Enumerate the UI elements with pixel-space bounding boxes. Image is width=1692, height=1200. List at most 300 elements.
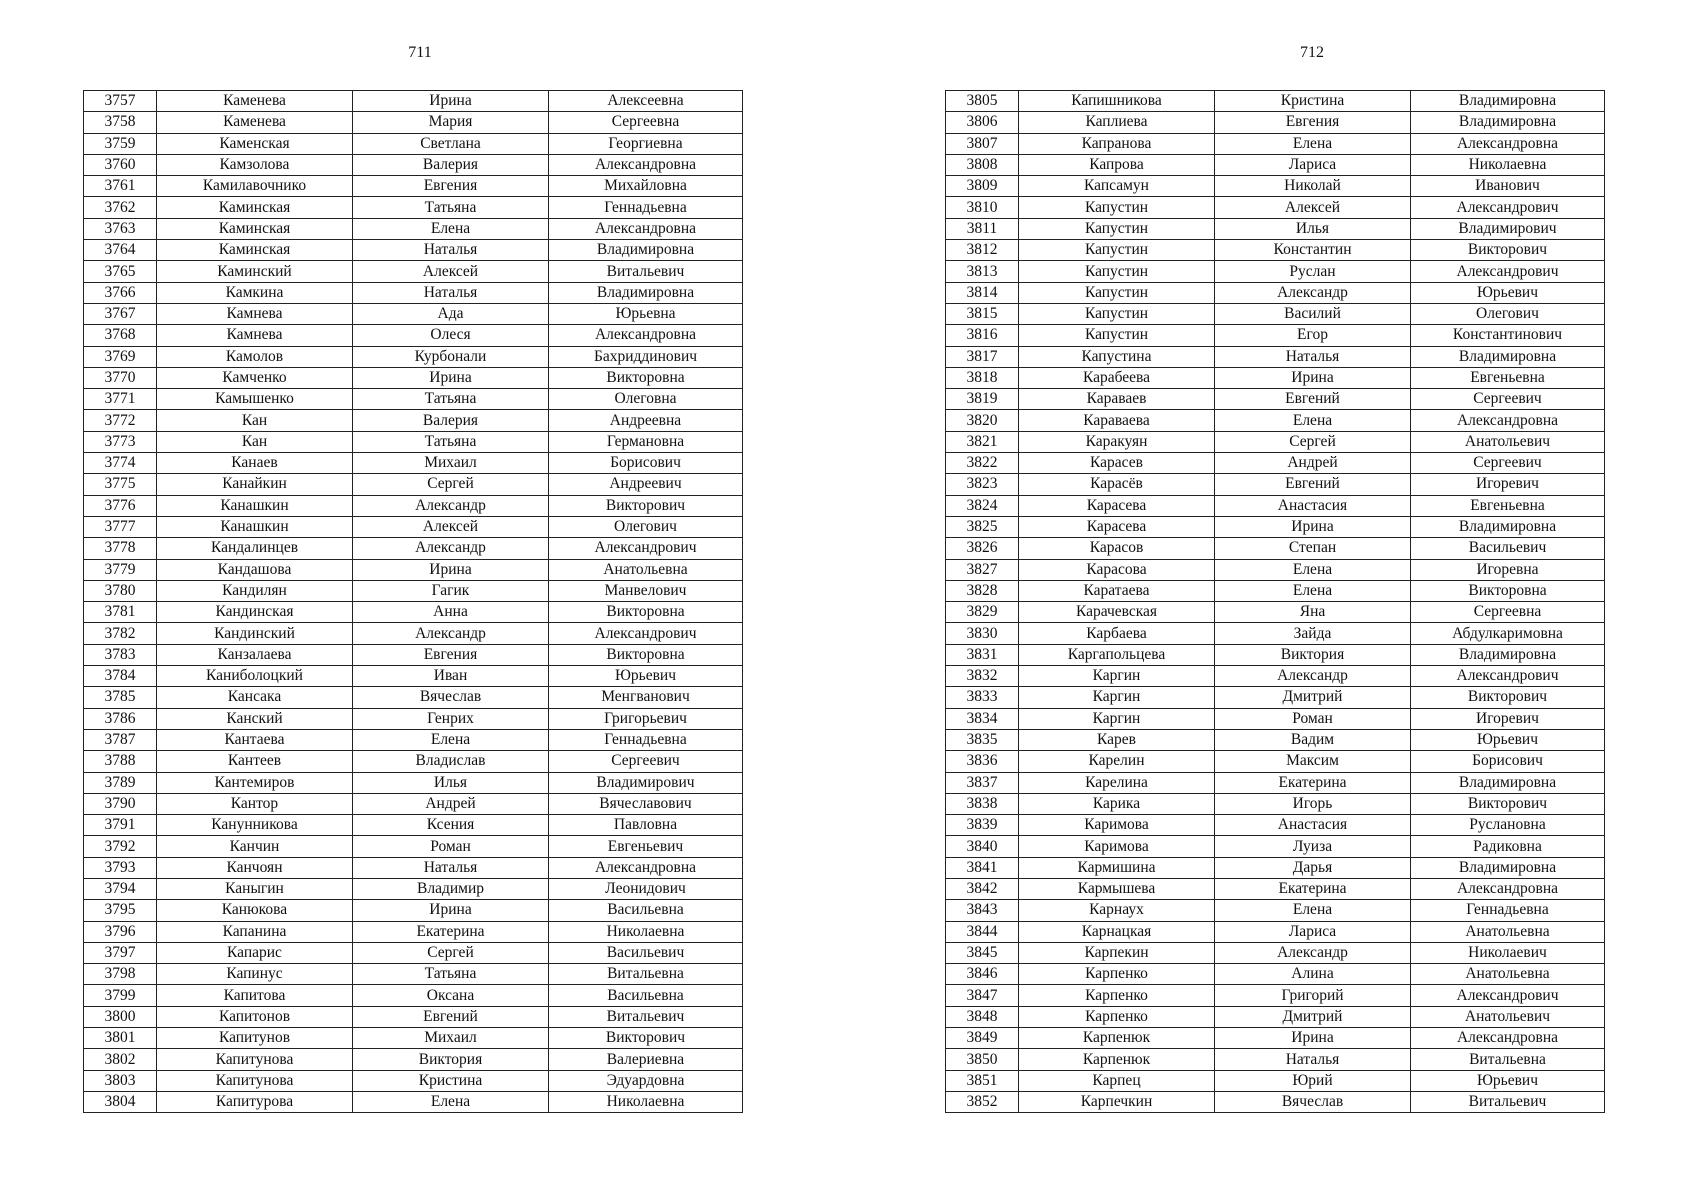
record-number-cell: 3786 xyxy=(84,708,157,729)
record-number-cell: 3848 xyxy=(946,1006,1019,1027)
first-name-cell: Дарья xyxy=(1215,857,1411,878)
patronymic-cell: Игоревич xyxy=(1411,474,1605,495)
first-name-cell: Ирина xyxy=(1215,516,1411,537)
table-row xyxy=(84,261,743,282)
record-number-cell: 3769 xyxy=(84,346,157,367)
surname-cell: Карев xyxy=(1019,729,1215,750)
first-name-cell: Елена xyxy=(1215,410,1411,431)
surname-cell: Карасов xyxy=(1019,538,1215,559)
first-name-cell: Григорий xyxy=(1215,985,1411,1006)
surname-cell: Кандилян xyxy=(157,580,353,601)
record-number-cell: 3766 xyxy=(84,282,157,303)
table-row xyxy=(946,325,1605,346)
first-name-cell: Дмитрий xyxy=(1215,687,1411,708)
first-name-cell: Наталья xyxy=(1215,346,1411,367)
surname-cell: Канчин xyxy=(157,836,353,857)
patronymic-cell: Александровна xyxy=(549,325,743,346)
table-row xyxy=(84,878,743,899)
patronymic-cell: Юрьевич xyxy=(1411,1070,1605,1091)
record-number-cell: 3789 xyxy=(84,772,157,793)
table-row xyxy=(84,900,743,921)
patronymic-cell: Александровна xyxy=(1411,133,1605,154)
first-name-cell: Луиза xyxy=(1215,836,1411,857)
patronymic-cell: Леонидович xyxy=(549,878,743,899)
patronymic-cell: Павловна xyxy=(549,815,743,836)
table-row xyxy=(946,1028,1605,1049)
record-number-cell: 3764 xyxy=(84,240,157,261)
table-row xyxy=(946,602,1605,623)
surname-cell: Карнацкая xyxy=(1019,921,1215,942)
patronymic-cell: Олеговна xyxy=(549,389,743,410)
surname-cell: Капитонов xyxy=(157,1006,353,1027)
first-name-cell: Елена xyxy=(353,1091,549,1112)
table-row xyxy=(84,240,743,261)
table-row xyxy=(946,836,1605,857)
record-number-cell: 3760 xyxy=(84,154,157,175)
patronymic-cell: Евгеньевна xyxy=(1411,367,1605,388)
first-name-cell: Гагик xyxy=(353,580,549,601)
first-name-cell: Генрих xyxy=(353,708,549,729)
first-name-cell: Алексей xyxy=(1215,197,1411,218)
surname-cell: Караваев xyxy=(1019,389,1215,410)
patronymic-cell: Владимировна xyxy=(1411,516,1605,537)
record-number-cell: 3770 xyxy=(84,367,157,388)
table-row xyxy=(84,91,743,112)
patronymic-cell: Владимировна xyxy=(1411,644,1605,665)
table-row xyxy=(946,112,1605,133)
first-name-cell: Анастасия xyxy=(1215,495,1411,516)
record-number-cell: 3833 xyxy=(946,687,1019,708)
first-name-cell: Ирина xyxy=(353,367,549,388)
surname-cell: Кансака xyxy=(157,687,353,708)
record-number-cell: 3822 xyxy=(946,453,1019,474)
table-row xyxy=(946,751,1605,772)
table-row xyxy=(946,687,1605,708)
table-row xyxy=(946,1049,1605,1070)
patronymic-cell: Сергеевна xyxy=(1411,602,1605,623)
table-row xyxy=(946,1070,1605,1091)
surname-cell: Карпец xyxy=(1019,1070,1215,1091)
first-name-cell: Елена xyxy=(353,729,549,750)
first-name-cell: Кристина xyxy=(353,1070,549,1091)
table-row xyxy=(946,431,1605,452)
table-row xyxy=(946,666,1605,687)
first-name-cell: Владислав xyxy=(353,751,549,772)
surname-cell: Каминский xyxy=(157,261,353,282)
table-row xyxy=(84,921,743,942)
surname-cell: Карасева xyxy=(1019,516,1215,537)
surname-cell: Капустин xyxy=(1019,218,1215,239)
record-number-cell: 3823 xyxy=(946,474,1019,495)
page-number-right: 712 xyxy=(1300,44,1324,61)
record-number-cell: 3761 xyxy=(84,176,157,197)
patronymic-cell: Витальевич xyxy=(549,1006,743,1027)
patronymic-cell: Александровна xyxy=(549,154,743,175)
first-name-cell: Татьяна xyxy=(353,431,549,452)
record-number-cell: 3819 xyxy=(946,389,1019,410)
first-name-cell: Лариса xyxy=(1215,154,1411,175)
surname-cell: Капитова xyxy=(157,985,353,1006)
surname-cell: Каргин xyxy=(1019,708,1215,729)
record-number-cell: 3827 xyxy=(946,559,1019,580)
first-name-cell: Александр xyxy=(1215,666,1411,687)
record-number-cell: 3780 xyxy=(84,580,157,601)
first-name-cell: Наталья xyxy=(1215,1049,1411,1070)
record-number-cell: 3758 xyxy=(84,112,157,133)
surname-cell: Карасова xyxy=(1019,559,1215,580)
patronymic-cell: Владимировна xyxy=(1411,346,1605,367)
record-number-cell: 3767 xyxy=(84,303,157,324)
surname-cell: Карасёв xyxy=(1019,474,1215,495)
first-name-cell: Александр xyxy=(1215,282,1411,303)
first-name-cell: Андрей xyxy=(1215,453,1411,474)
first-name-cell: Ирина xyxy=(353,900,549,921)
patronymic-cell: Васильевна xyxy=(549,900,743,921)
first-name-cell: Анна xyxy=(353,602,549,623)
record-number-cell: 3813 xyxy=(946,261,1019,282)
record-number-cell: 3850 xyxy=(946,1049,1019,1070)
surname-cell: Капитунов xyxy=(157,1028,353,1049)
patronymic-cell: Андреевна xyxy=(549,410,743,431)
patronymic-cell: Викторович xyxy=(1411,687,1605,708)
first-name-cell: Лариса xyxy=(1215,921,1411,942)
patronymic-cell: Александровна xyxy=(1411,878,1605,899)
surname-cell: Карабеева xyxy=(1019,367,1215,388)
record-number-cell: 3809 xyxy=(946,176,1019,197)
patronymic-cell: Анатольевна xyxy=(1411,964,1605,985)
surname-cell: Капустина xyxy=(1019,346,1215,367)
register-table-left xyxy=(83,90,743,1113)
record-number-cell: 3812 xyxy=(946,240,1019,261)
surname-cell: Канашкин xyxy=(157,495,353,516)
first-name-cell: Владимир xyxy=(353,878,549,899)
patronymic-cell: Викторовна xyxy=(549,602,743,623)
surname-cell: Капустин xyxy=(1019,303,1215,324)
first-name-cell: Сергей xyxy=(353,942,549,963)
record-number-cell: 3817 xyxy=(946,346,1019,367)
first-name-cell: Татьяна xyxy=(353,389,549,410)
surname-cell: Кармишина xyxy=(1019,857,1215,878)
record-number-cell: 3820 xyxy=(946,410,1019,431)
record-number-cell: 3773 xyxy=(84,431,157,452)
record-number-cell: 3788 xyxy=(84,751,157,772)
first-name-cell: Ирина xyxy=(353,91,549,112)
first-name-cell: Егор xyxy=(1215,325,1411,346)
surname-cell: Каратаева xyxy=(1019,580,1215,601)
surname-cell: Капрова xyxy=(1019,154,1215,175)
record-number-cell: 3804 xyxy=(84,1091,157,1112)
patronymic-cell: Георгиевна xyxy=(549,133,743,154)
surname-cell: Капанина xyxy=(157,921,353,942)
patronymic-cell: Андреевич xyxy=(549,474,743,495)
patronymic-cell: Алексеевна xyxy=(549,91,743,112)
patronymic-cell: Васильевич xyxy=(1411,538,1605,559)
table-row xyxy=(84,197,743,218)
table-row xyxy=(84,410,743,431)
patronymic-cell: Константинович xyxy=(1411,325,1605,346)
surname-cell: Кармышева xyxy=(1019,878,1215,899)
record-number-cell: 3779 xyxy=(84,559,157,580)
surname-cell: Каргин xyxy=(1019,687,1215,708)
first-name-cell: Михаил xyxy=(353,453,549,474)
record-number-cell: 3799 xyxy=(84,985,157,1006)
patronymic-cell: Николаевна xyxy=(549,1091,743,1112)
table-row xyxy=(84,133,743,154)
table-row xyxy=(946,410,1605,431)
patronymic-cell: Борисович xyxy=(549,453,743,474)
first-name-cell: Ирина xyxy=(353,559,549,580)
record-number-cell: 3807 xyxy=(946,133,1019,154)
surname-cell: Кантаева xyxy=(157,729,353,750)
first-name-cell: Олеся xyxy=(353,325,549,346)
first-name-cell: Руслан xyxy=(1215,261,1411,282)
record-number-cell: 3846 xyxy=(946,964,1019,985)
surname-cell: Карпенюк xyxy=(1019,1049,1215,1070)
patronymic-cell: Викторович xyxy=(549,495,743,516)
surname-cell: Каминская xyxy=(157,240,353,261)
patronymic-cell: Викторовна xyxy=(549,644,743,665)
surname-cell: Камнева xyxy=(157,303,353,324)
surname-cell: Карпенко xyxy=(1019,985,1215,1006)
patronymic-cell: Владимировна xyxy=(1411,112,1605,133)
surname-cell: Капранова xyxy=(1019,133,1215,154)
record-number-cell: 3781 xyxy=(84,602,157,623)
first-name-cell: Роман xyxy=(353,836,549,857)
surname-cell: Камнева xyxy=(157,325,353,346)
table-row xyxy=(84,559,743,580)
table-row xyxy=(84,538,743,559)
record-number-cell: 3836 xyxy=(946,751,1019,772)
surname-cell: Караваева xyxy=(1019,410,1215,431)
table-row xyxy=(946,197,1605,218)
surname-cell: Капсамун xyxy=(1019,176,1215,197)
record-number-cell: 3782 xyxy=(84,623,157,644)
patronymic-cell: Манвелович xyxy=(549,580,743,601)
surname-cell: Камзолова xyxy=(157,154,353,175)
patronymic-cell: Владимировна xyxy=(1411,857,1605,878)
surname-cell: Карасев xyxy=(1019,453,1215,474)
table-row xyxy=(946,218,1605,239)
surname-cell: Камолов xyxy=(157,346,353,367)
table-row xyxy=(946,815,1605,836)
patronymic-cell: Радиковна xyxy=(1411,836,1605,857)
record-number-cell: 3806 xyxy=(946,112,1019,133)
first-name-cell: Вадим xyxy=(1215,729,1411,750)
first-name-cell: Александр xyxy=(1215,942,1411,963)
table-row xyxy=(946,133,1605,154)
table-row xyxy=(84,176,743,197)
table-row xyxy=(946,964,1605,985)
first-name-cell: Елена xyxy=(1215,133,1411,154)
patronymic-cell: Анатольевич xyxy=(1411,1006,1605,1027)
table-row xyxy=(946,261,1605,282)
first-name-cell: Константин xyxy=(1215,240,1411,261)
table-row xyxy=(946,389,1605,410)
patronymic-cell: Александровна xyxy=(1411,410,1605,431)
record-number-cell: 3841 xyxy=(946,857,1019,878)
table-row xyxy=(84,1049,743,1070)
patronymic-cell: Бахриддинович xyxy=(549,346,743,367)
table-row xyxy=(946,985,1605,1006)
patronymic-cell: Витальевна xyxy=(1411,1049,1605,1070)
table-row xyxy=(946,474,1605,495)
record-number-cell: 3816 xyxy=(946,325,1019,346)
table-row xyxy=(84,474,743,495)
record-number-cell: 3828 xyxy=(946,580,1019,601)
record-number-cell: 3759 xyxy=(84,133,157,154)
first-name-cell: Ада xyxy=(353,303,549,324)
first-name-cell: Яна xyxy=(1215,602,1411,623)
patronymic-cell: Николаевна xyxy=(1411,154,1605,175)
first-name-cell: Александр xyxy=(353,495,549,516)
first-name-cell: Татьяна xyxy=(353,964,549,985)
table-row xyxy=(84,495,743,516)
first-name-cell: Илья xyxy=(1215,218,1411,239)
first-name-cell: Сергей xyxy=(1215,431,1411,452)
record-number-cell: 3772 xyxy=(84,410,157,431)
table-row xyxy=(84,282,743,303)
first-name-cell: Виктория xyxy=(1215,644,1411,665)
table-row xyxy=(84,154,743,175)
table-row xyxy=(84,325,743,346)
patronymic-cell: Анатольевич xyxy=(1411,431,1605,452)
first-name-cell: Алексей xyxy=(353,516,549,537)
surname-cell: Камышенко xyxy=(157,389,353,410)
table-row xyxy=(84,1028,743,1049)
record-number-cell: 3762 xyxy=(84,197,157,218)
surname-cell: Карпечкин xyxy=(1019,1091,1215,1112)
surname-cell: Канунникова xyxy=(157,815,353,836)
first-name-cell: Михаил xyxy=(353,1028,549,1049)
surname-cell: Кан xyxy=(157,431,353,452)
first-name-cell: Наталья xyxy=(353,857,549,878)
surname-cell: Кандашова xyxy=(157,559,353,580)
table-row xyxy=(946,942,1605,963)
surname-cell: Каменская xyxy=(157,133,353,154)
first-name-cell: Елена xyxy=(1215,559,1411,580)
table-row xyxy=(84,942,743,963)
patronymic-cell: Витальевич xyxy=(549,261,743,282)
record-number-cell: 3757 xyxy=(84,91,157,112)
first-name-cell: Дмитрий xyxy=(1215,1006,1411,1027)
patronymic-cell: Викторович xyxy=(1411,793,1605,814)
record-number-cell: 3771 xyxy=(84,389,157,410)
table-row xyxy=(946,240,1605,261)
first-name-cell: Зайда xyxy=(1215,623,1411,644)
table-row xyxy=(946,900,1605,921)
first-name-cell: Елена xyxy=(353,218,549,239)
table-row xyxy=(84,772,743,793)
patronymic-cell: Васильевна xyxy=(549,985,743,1006)
patronymic-cell: Владимирович xyxy=(549,772,743,793)
patronymic-cell: Геннадьевна xyxy=(549,197,743,218)
surname-cell: Каминская xyxy=(157,218,353,239)
first-name-cell: Елена xyxy=(1215,580,1411,601)
surname-cell: Кантемиров xyxy=(157,772,353,793)
first-name-cell: Роман xyxy=(1215,708,1411,729)
patronymic-cell: Юрьевич xyxy=(549,666,743,687)
table-row xyxy=(946,708,1605,729)
record-number-cell: 3802 xyxy=(84,1049,157,1070)
surname-cell: Карика xyxy=(1019,793,1215,814)
surname-cell: Каменева xyxy=(157,91,353,112)
record-number-cell: 3845 xyxy=(946,942,1019,963)
patronymic-cell: Олегович xyxy=(549,516,743,537)
record-number-cell: 3792 xyxy=(84,836,157,857)
first-name-cell: Александр xyxy=(353,623,549,644)
patronymic-cell: Александровна xyxy=(1411,1028,1605,1049)
first-name-cell: Татьяна xyxy=(353,197,549,218)
patronymic-cell: Евгеньевна xyxy=(1411,495,1605,516)
record-number-cell: 3794 xyxy=(84,878,157,899)
patronymic-cell: Витальевич xyxy=(1411,1091,1605,1112)
table-row xyxy=(946,623,1605,644)
record-number-cell: 3790 xyxy=(84,793,157,814)
first-name-cell: Екатерина xyxy=(1215,772,1411,793)
first-name-cell: Валерия xyxy=(353,154,549,175)
patronymic-cell: Владимировна xyxy=(1411,91,1605,112)
table-row xyxy=(84,985,743,1006)
table-row xyxy=(84,666,743,687)
surname-cell: Карнаух xyxy=(1019,900,1215,921)
table-row xyxy=(946,303,1605,324)
surname-cell: Каракуян xyxy=(1019,431,1215,452)
patronymic-cell: Сергеевич xyxy=(549,751,743,772)
record-number-cell: 3801 xyxy=(84,1028,157,1049)
surname-cell: Кантор xyxy=(157,793,353,814)
record-number-cell: 3795 xyxy=(84,900,157,921)
first-name-cell: Максим xyxy=(1215,751,1411,772)
patronymic-cell: Менгванович xyxy=(549,687,743,708)
record-number-cell: 3815 xyxy=(946,303,1019,324)
patronymic-cell: Николаевич xyxy=(1411,942,1605,963)
first-name-cell: Илья xyxy=(353,772,549,793)
first-name-cell: Игорь xyxy=(1215,793,1411,814)
surname-cell: Каминская xyxy=(157,197,353,218)
first-name-cell: Светлана xyxy=(353,133,549,154)
table-row xyxy=(84,836,743,857)
record-number-cell: 3832 xyxy=(946,666,1019,687)
first-name-cell: Николай xyxy=(1215,176,1411,197)
surname-cell: Капустин xyxy=(1019,197,1215,218)
record-number-cell: 3829 xyxy=(946,602,1019,623)
patronymic-cell: Александрович xyxy=(1411,261,1605,282)
patronymic-cell: Викторович xyxy=(549,1028,743,1049)
patronymic-cell: Владимировна xyxy=(549,240,743,261)
surname-cell: Каменева xyxy=(157,112,353,133)
patronymic-cell: Вячеславович xyxy=(549,793,743,814)
table-row xyxy=(84,644,743,665)
patronymic-cell: Александрович xyxy=(549,623,743,644)
patronymic-cell: Михайловна xyxy=(549,176,743,197)
record-number-cell: 3843 xyxy=(946,900,1019,921)
first-name-cell: Иван xyxy=(353,666,549,687)
surname-cell: Капарис xyxy=(157,942,353,963)
first-name-cell: Ирина xyxy=(1215,367,1411,388)
table-row xyxy=(946,495,1605,516)
record-number-cell: 3837 xyxy=(946,772,1019,793)
surname-cell: Карпекин xyxy=(1019,942,1215,963)
record-number-cell: 3842 xyxy=(946,878,1019,899)
record-number-cell: 3803 xyxy=(84,1070,157,1091)
table-row xyxy=(84,367,743,388)
record-number-cell: 3800 xyxy=(84,1006,157,1027)
patronymic-cell: Витальевна xyxy=(549,964,743,985)
patronymic-cell: Геннадьевна xyxy=(549,729,743,750)
record-number-cell: 3797 xyxy=(84,942,157,963)
surname-cell: Капитунова xyxy=(157,1070,353,1091)
table-row xyxy=(84,751,743,772)
